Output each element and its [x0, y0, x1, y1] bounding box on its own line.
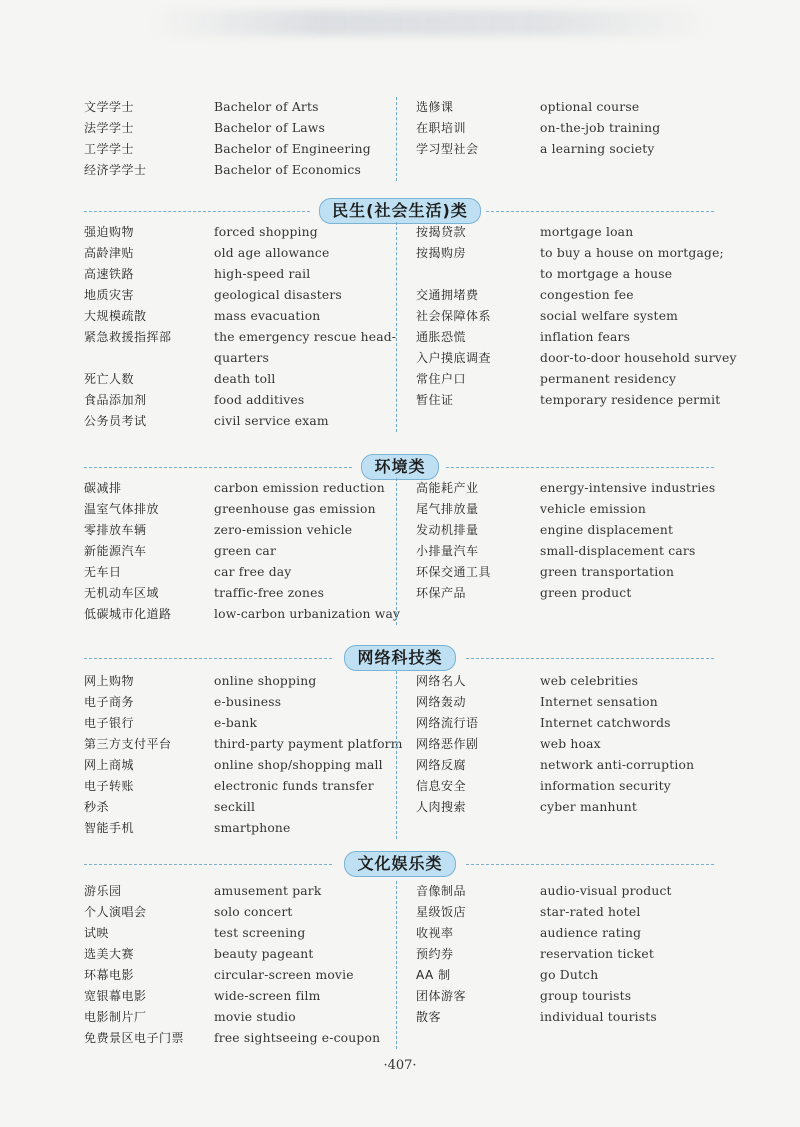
en-term [540, 1028, 724, 1049]
heading-rule [84, 864, 332, 865]
en-term: reservation ticket [540, 947, 655, 961]
zh-term [84, 348, 214, 369]
en-term: small-displacement cars [540, 544, 696, 558]
en-term: Internet sensation [540, 695, 658, 709]
section-title: 环境类 [361, 454, 438, 480]
zh-term: 第三方支付平台 [84, 737, 172, 751]
heading-rule [84, 211, 310, 212]
en-term: circular-screen movie [214, 968, 354, 982]
zh-term: 新能源汽车 [84, 544, 147, 558]
zh-term: 网络轰动 [416, 695, 467, 709]
heading-rule [486, 211, 714, 212]
en-term: individual tourists [540, 1010, 657, 1024]
en-term: Bachelor of Engineering [214, 142, 371, 156]
en-term: permanent residency [540, 372, 677, 386]
zh-term: 电子银行 [84, 716, 135, 730]
zh-term: 宽银幕电影 [84, 989, 147, 1003]
en-term: low-carbon urbanization way [214, 607, 401, 621]
en-term: green product [540, 586, 632, 600]
en-term [540, 160, 724, 181]
zh-term: 免费景区电子门票 [84, 1031, 185, 1045]
en-term: to buy a house on mortgage; [540, 246, 724, 260]
en-term [540, 818, 724, 839]
section-title: 文化娱乐类 [344, 851, 455, 877]
en-term: smartphone [214, 821, 291, 835]
en-term: door-to-door household survey [540, 351, 737, 365]
zh-term: 电子转账 [84, 779, 135, 793]
column-divider [396, 222, 397, 432]
en-term: cyber manhunt [540, 800, 637, 814]
en-term: engine displacement [540, 523, 674, 537]
en-term [540, 411, 724, 432]
en-term: the emergency rescue head- [214, 330, 397, 344]
zh-term: 高速铁路 [84, 267, 135, 281]
en-term: geological disasters [214, 288, 342, 302]
en-term: seckill [214, 800, 256, 814]
zh-term: 强迫购物 [84, 225, 135, 239]
en-term: car free day [214, 565, 292, 579]
en-term: electronic funds transfer [214, 779, 374, 793]
heading-rule [84, 467, 352, 468]
zh-term: 公务员考试 [84, 414, 147, 428]
section-title: 网络科技类 [344, 645, 455, 671]
en-term: zero-emission vehicle [214, 523, 353, 537]
en-term: amusement park [214, 884, 322, 898]
zh-term: 温室气体排放 [84, 502, 160, 516]
en-term: optional course [540, 100, 640, 114]
page-number: ·407· [383, 1058, 417, 1073]
en-term: movie studio [214, 1010, 296, 1024]
zh-term: 网络恶作剧 [416, 737, 479, 751]
zh-term: 环保交通工具 [416, 565, 492, 579]
en-term: vehicle emission [540, 502, 647, 516]
column-divider [396, 671, 397, 839]
en-term: old age allowance [214, 246, 330, 260]
degrees-block [84, 97, 724, 181]
zh-term: 预约券 [416, 947, 454, 961]
en-term: information security [540, 779, 671, 793]
en-term: beauty pageant [214, 947, 314, 961]
en-term: congestion fee [540, 288, 634, 302]
section-environment [84, 478, 724, 625]
zh-term: 常住户口 [416, 372, 467, 386]
en-term: audio-visual product [540, 884, 672, 898]
en-term: green car [214, 544, 277, 558]
section-culture-entertainment [84, 881, 724, 1049]
zh-term: 学习型社会 [416, 142, 479, 156]
en-term: food additives [214, 393, 305, 407]
zh-term: 通胀恐慌 [416, 330, 467, 344]
zh-term: 环保产品 [416, 586, 467, 600]
zh-term: 网络反腐 [416, 758, 467, 772]
zh-term: 零排放车辆 [84, 523, 147, 537]
zh-term: 散客 [416, 1010, 442, 1024]
zh-term: AA 制 [416, 968, 451, 982]
zh-term: 交通拥堵费 [416, 288, 479, 302]
en-term: Internet catchwords [540, 716, 671, 730]
zh-term: 收视率 [416, 926, 454, 940]
en-term: web hoax [540, 737, 601, 751]
zh-term: 信息安全 [416, 779, 467, 793]
section-heading [0, 198, 800, 224]
en-term: to mortgage a house [540, 267, 673, 281]
zh-term: 团体游客 [416, 989, 467, 1003]
en-term: death toll [214, 372, 276, 386]
zh-term: 经济学学士 [84, 163, 147, 177]
en-term: audience rating [540, 926, 642, 940]
zh-term: 游乐园 [84, 884, 122, 898]
zh-term: 网上商城 [84, 758, 135, 772]
zh-term: 入户摸底调查 [416, 351, 492, 365]
vocab-grid [84, 478, 724, 625]
zh-term: 社会保障体系 [416, 309, 492, 323]
en-term: mortgage loan [540, 225, 634, 239]
section-heading [0, 851, 800, 877]
zh-term: 高龄津贴 [84, 246, 135, 260]
en-term: solo concert [214, 905, 293, 919]
en-term: energy-intensive industries [540, 481, 716, 495]
zh-term: 紧急救援指挥部 [84, 330, 172, 344]
zh-term: 尾气排放量 [416, 502, 479, 516]
zh-term: 碳减排 [84, 481, 122, 495]
zh-term [416, 604, 540, 625]
section-heading [0, 645, 800, 671]
zh-term: 地质灾害 [84, 288, 135, 302]
en-term: web celebrities [540, 674, 639, 688]
zh-term: 小排量汽车 [416, 544, 479, 558]
zh-term: 电子商务 [84, 695, 135, 709]
zh-term [416, 264, 540, 285]
zh-term [416, 411, 540, 432]
zh-term: 暂住证 [416, 393, 454, 407]
section-heading [0, 454, 800, 480]
zh-term: 按揭购房 [416, 246, 467, 260]
en-term: social welfare system [540, 309, 679, 323]
en-term: test screening [214, 926, 306, 940]
zh-term: 按揭贷款 [416, 225, 467, 239]
en-term: forced shopping [214, 225, 318, 239]
zh-term: 死亡人数 [84, 372, 135, 386]
zh-term: 网络名人 [416, 674, 467, 688]
zh-term: 网络流行语 [416, 716, 479, 730]
zh-term: 高能耗产业 [416, 481, 479, 495]
zh-term: 无机动车区域 [84, 586, 160, 600]
zh-term: 食品添加剂 [84, 393, 147, 407]
zh-term: 工学学士 [84, 142, 135, 156]
en-term: go Dutch [540, 968, 599, 982]
en-term: group tourists [540, 989, 632, 1003]
zh-term: 法学学士 [84, 121, 135, 135]
en-term: wide-screen film [214, 989, 321, 1003]
en-term: a learning society [540, 142, 655, 156]
zh-term: 发动机排量 [416, 523, 479, 537]
zh-term: 低碳城市化道路 [84, 607, 172, 621]
en-term: greenhouse gas emission [214, 502, 376, 516]
vocab-grid [84, 97, 724, 181]
heading-rule [84, 658, 332, 659]
en-term: e-business [214, 695, 282, 709]
zh-term: 秒杀 [84, 800, 110, 814]
en-term: free sightseeing e-coupon [214, 1031, 381, 1045]
zh-term: 环幕电影 [84, 968, 135, 982]
en-term [540, 604, 724, 625]
zh-term [416, 818, 540, 839]
column-divider [396, 881, 397, 1049]
heading-rule [446, 467, 714, 468]
en-term: star-rated hotel [540, 905, 641, 919]
en-term: e-bank [214, 716, 258, 730]
en-term: online shop/shopping mall [214, 758, 383, 772]
zh-term: 试映 [84, 926, 110, 940]
en-term: high-speed rail [214, 267, 311, 281]
vocab-grid [84, 671, 724, 839]
heading-rule [466, 864, 714, 865]
en-term: on-the-job training [540, 121, 661, 135]
en-term: quarters [214, 351, 270, 365]
zh-term: 星级饭店 [416, 905, 467, 919]
en-term: inflation fears [540, 330, 631, 344]
en-term: mass evacuation [214, 309, 321, 323]
en-term: Bachelor of Arts [214, 100, 319, 114]
section-livelihood [84, 222, 737, 432]
section-internet-tech [84, 671, 724, 839]
zh-term: 电影制片厂 [84, 1010, 147, 1024]
en-term: online shopping [214, 674, 317, 688]
en-term: green transportation [540, 565, 675, 579]
zh-term: 无车日 [84, 565, 122, 579]
zh-term: 在职培训 [416, 121, 467, 135]
en-term: civil service exam [214, 414, 329, 428]
column-divider [396, 97, 397, 181]
vocab-grid [84, 222, 737, 432]
en-term: Bachelor of Laws [214, 121, 325, 135]
en-term: third-party payment platform [214, 737, 403, 751]
zh-term: 网上购物 [84, 674, 135, 688]
zh-term: 人肉搜索 [416, 800, 467, 814]
en-term: Bachelor of Economics [214, 163, 362, 177]
vocab-grid [84, 881, 724, 1049]
zh-term: 智能手机 [84, 821, 135, 835]
en-term: traffic-free zones [214, 586, 325, 600]
zh-term [416, 1028, 540, 1049]
en-term: network anti-corruption [540, 758, 695, 772]
zh-term: 选修课 [416, 100, 454, 114]
zh-term: 大规模疏散 [84, 309, 147, 323]
zh-term: 文学学士 [84, 100, 135, 114]
zh-term: 选美大赛 [84, 947, 135, 961]
zh-term: 个人演唱会 [84, 905, 147, 919]
heading-rule [466, 658, 714, 659]
en-term: temporary residence permit [540, 393, 721, 407]
section-title: 民生(社会生活)类 [319, 198, 481, 224]
column-divider [396, 478, 397, 625]
en-term: carbon emission reduction [214, 481, 385, 495]
zh-term [416, 160, 540, 181]
zh-term: 音像制品 [416, 884, 467, 898]
